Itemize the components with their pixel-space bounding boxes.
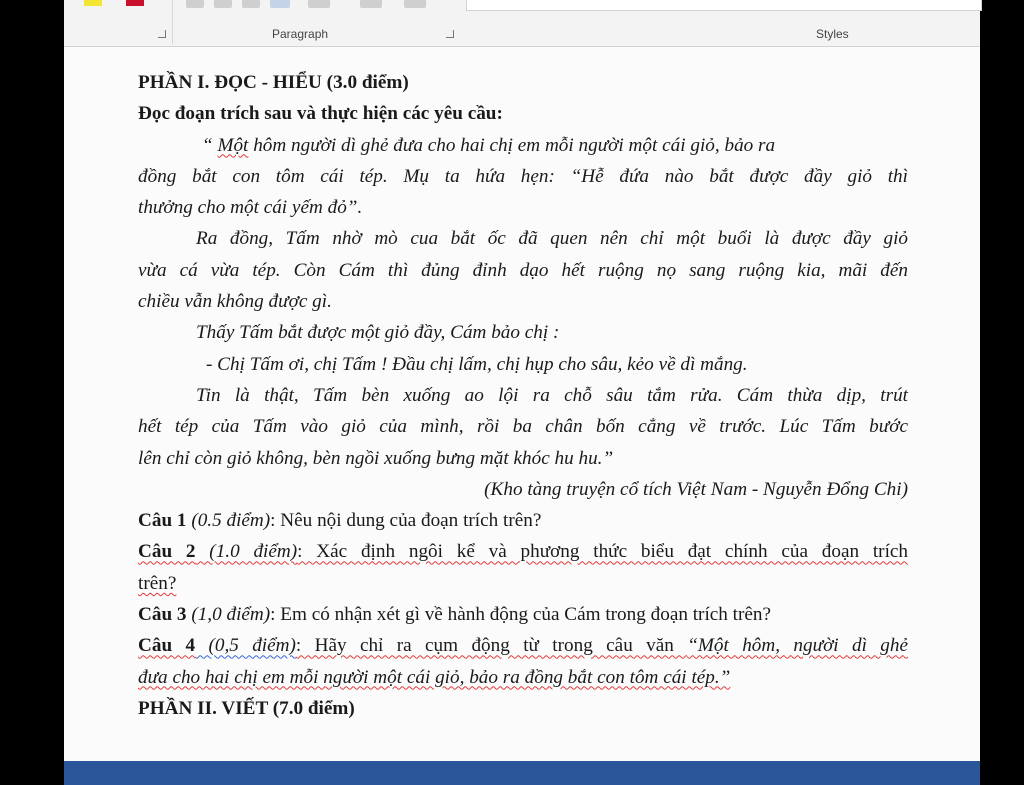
align-left-button[interactable]	[186, 0, 204, 8]
left-frame	[0, 0, 64, 785]
justify-button[interactable]	[270, 0, 290, 8]
passage-line: Ra đồng, Tấm nhờ mò cua bắt ốc đã quen nên chỉ một buổi là được đầy giỏ	[196, 228, 908, 250]
passage-line: lên chỉ còn giỏ không, bèn ngồi xuống bưng mặt khóc hu hu.”	[138, 447, 614, 469]
styles-gallery[interactable]	[466, 0, 982, 11]
passage-line: - Chị Tấm ơi, chị Tấm ! Đầu chị lấm, chị hụp cho sâu, kẻo về dì mắng.	[206, 353, 748, 375]
line-spacing-button[interactable]	[308, 0, 330, 8]
paragraph-dialog-launcher[interactable]	[446, 30, 454, 38]
question-1: Câu 1 (0.5 điểm): Nêu nội dung của đoạn trích trên?	[138, 510, 542, 532]
section2-title: PHẦN II. VIẾT (7.0 điểm)	[138, 697, 355, 719]
question-3: Câu 3 (1,0 điểm): Em có nhận xét gì về hành động của Cám trong đoạn trích trên?	[138, 604, 772, 626]
passage-line: Tin là thật, Tấm bèn xuống ao lội ra chỗ sâu tắm rửa. Cám thừa dịp, trút	[196, 384, 908, 406]
question-2-cont: trên?	[138, 572, 177, 594]
document-page[interactable]	[64, 47, 980, 761]
passage-line: đồng bắt con tôm cái tép. Mụ ta hứa hẹn: “Hễ đứa nào bắt được đầy giỏ thì	[138, 165, 908, 187]
right-frame	[980, 0, 1024, 785]
borders-button[interactable]	[404, 0, 426, 8]
font-dialog-launcher[interactable]	[158, 30, 166, 38]
passage-line: thưởng cho một cái yếm đỏ”.	[138, 197, 363, 219]
status-bar	[64, 761, 980, 785]
shading-button[interactable]	[360, 0, 382, 8]
instruction: Đọc đoạn trích sau và thực hiện các yêu cầu:	[138, 103, 503, 125]
ribbon	[64, 0, 980, 47]
passage-line: Thấy Tấm bắt được một giỏ đầy, Cám bảo chị :	[196, 322, 560, 344]
question-4-cont: đưa cho hai chị em mỗi người một cái giỏ, bảo ra đồng bắt con tôm cái tép.”	[138, 666, 731, 688]
passage-source: (Kho tàng truyện cổ tích Việt Nam - Nguyễn Đổng Chi)	[484, 478, 908, 500]
question-2: Câu 2 (1.0 điểm): Xác định ngôi kể và phương thức biểu đạt chính của đoạn trích	[138, 541, 909, 563]
align-right-button[interactable]	[242, 0, 260, 8]
passage-line: vừa cá vừa tép. Còn Cám thì đủng đỉnh dạo hết ruộng nọ sang ruộng kia, mãi đến	[138, 259, 908, 281]
passage-line: chiều vẫn không được gì.	[138, 291, 332, 313]
question-4: Câu 4 (0,5 điểm): Hãy chỉ ra cụm động từ trong câu văn “Một hôm, người dì ghẻ	[138, 635, 909, 657]
passage-line: “ Một hôm người dì ghẻ đưa cho hai chị em mỗi người một cái giỏ, bảo ra	[202, 134, 776, 156]
section1-title: PHẦN I. ĐỌC - HIỂU (3.0 điểm)	[138, 72, 409, 93]
passage-line: hết tép của Tấm vào giỏ của mình, rồi ba chân bốn cẳng về trước. Lúc Tấm bước	[138, 416, 908, 438]
paragraph-group-label: Paragraph	[272, 27, 329, 41]
ribbon-separator	[172, 0, 173, 44]
styles-group-label: Styles	[816, 27, 849, 41]
align-center-button[interactable]	[214, 0, 232, 8]
font-color-button[interactable]	[126, 0, 144, 6]
text-highlight-color-button[interactable]	[84, 0, 102, 6]
document-body[interactable]	[138, 67, 908, 724]
